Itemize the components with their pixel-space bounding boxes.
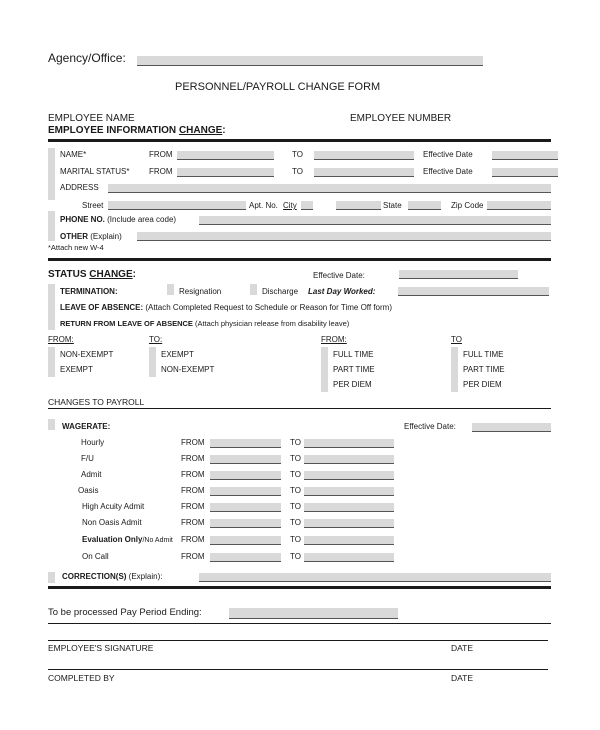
to-label: TO bbox=[290, 518, 301, 527]
correction-label: CORRECTION(S) (Explain): bbox=[62, 572, 163, 581]
employee-name-label: EMPLOYEE NAME bbox=[48, 113, 135, 124]
from-label: FROM bbox=[149, 150, 173, 159]
to-label: TO bbox=[292, 150, 303, 159]
completed-by-label: COMPLETED BY bbox=[48, 673, 115, 683]
marital-from-field[interactable] bbox=[177, 168, 274, 177]
hours-to-checkbox[interactable] bbox=[451, 347, 458, 392]
phone-checkbox[interactable] bbox=[48, 211, 55, 241]
full-time-to-label: FULL TIME bbox=[463, 350, 504, 359]
from-label: FROM bbox=[181, 454, 205, 463]
exempt-to-checkbox[interactable] bbox=[149, 347, 156, 377]
agency-field[interactable] bbox=[137, 56, 483, 66]
effective-date-label: Effective Date bbox=[423, 150, 473, 159]
oasis-from-field[interactable] bbox=[210, 487, 281, 496]
wagerate-effective-field[interactable] bbox=[472, 423, 551, 432]
wagerate-effective-label: Effective Date: bbox=[404, 422, 456, 431]
part-time-to-label: PART TIME bbox=[463, 365, 505, 374]
divider bbox=[48, 408, 551, 409]
divider bbox=[48, 139, 551, 142]
fu-label: F/U bbox=[81, 454, 94, 463]
per-diem-label: PER DIEM bbox=[333, 380, 372, 389]
high-acuity-to-field[interactable] bbox=[304, 503, 394, 512]
hourly-from-field[interactable] bbox=[210, 439, 281, 448]
termination-label: TERMINATION: bbox=[60, 287, 118, 296]
fu-to-field[interactable] bbox=[304, 455, 394, 464]
pay-period-label: To be processed Pay Period Ending: bbox=[48, 607, 202, 618]
state-label: State bbox=[383, 201, 402, 210]
exempt-from-checkbox[interactable] bbox=[48, 347, 55, 377]
marital-effective-date-field[interactable] bbox=[492, 168, 558, 177]
effective-date-label: Effective Date bbox=[423, 167, 473, 176]
from-label: FROM bbox=[181, 486, 205, 495]
from-label: FROM bbox=[181, 438, 205, 447]
to-label: TO bbox=[290, 486, 301, 495]
signature-label: EMPLOYEE'S SIGNATURE bbox=[48, 643, 154, 653]
admit-to-field[interactable] bbox=[304, 471, 394, 480]
name-label: NAME* bbox=[60, 150, 87, 159]
to-label: TO bbox=[290, 552, 301, 561]
status-from2-label: FROM: bbox=[321, 335, 347, 344]
info-heading: EMPLOYEE INFORMATION CHANGE: bbox=[48, 125, 226, 136]
from-label: FROM bbox=[181, 552, 205, 561]
to-label: TO bbox=[292, 167, 303, 176]
street-label: Street bbox=[82, 201, 104, 210]
wagerate-label: WAGERATE: bbox=[62, 422, 111, 431]
to-label: TO bbox=[290, 438, 301, 447]
name-effective-date-field[interactable] bbox=[492, 151, 558, 160]
state-field[interactable] bbox=[408, 201, 441, 210]
to-label: TO bbox=[290, 470, 301, 479]
per-diem-to-label: PER DIEM bbox=[463, 380, 502, 389]
status-effective-date-label: Effective Date: bbox=[313, 271, 365, 280]
phone-label: PHONE NO. (Include area code) bbox=[60, 215, 177, 224]
payroll-heading: CHANGES TO PAYROLL bbox=[48, 397, 145, 407]
discharge-checkbox[interactable] bbox=[250, 284, 257, 295]
other-label: OTHER (Explain) bbox=[60, 232, 122, 241]
fu-from-field[interactable] bbox=[210, 455, 281, 464]
zip-field[interactable] bbox=[487, 201, 551, 210]
marital-to-field[interactable] bbox=[314, 168, 414, 177]
from-label: FROM bbox=[181, 518, 205, 527]
loa-label: LEAVE OF ABSENCE: (Attach Completed Request to Schedule or Reason for Time Off form) bbox=[60, 303, 392, 312]
last-day-field[interactable] bbox=[398, 287, 549, 296]
divider bbox=[48, 586, 551, 589]
info-checkbox-column[interactable] bbox=[48, 148, 55, 200]
to-label: TO bbox=[290, 502, 301, 511]
non-oasis-from-field[interactable] bbox=[210, 519, 281, 528]
discharge-label: Discharge bbox=[262, 287, 299, 296]
hours-from-checkbox[interactable] bbox=[321, 347, 328, 392]
phone-field[interactable] bbox=[199, 216, 551, 225]
admit-from-field[interactable] bbox=[210, 471, 281, 480]
pay-period-field[interactable] bbox=[229, 608, 398, 619]
non-oasis-to-field[interactable] bbox=[304, 519, 394, 528]
evaluation-only-label: Evaluation Only/No Admit bbox=[82, 535, 173, 544]
zip-label: Zip Code bbox=[451, 201, 484, 210]
attach-w4-note: *Attach new W-4 bbox=[48, 243, 104, 252]
city-label: City bbox=[283, 201, 297, 210]
part-time-label: PART TIME bbox=[333, 365, 375, 374]
wagerate-checkbox[interactable] bbox=[48, 419, 55, 430]
resignation-label: Resignation bbox=[179, 287, 222, 296]
exempt-label: EXEMPT bbox=[60, 365, 93, 374]
oasis-to-field[interactable] bbox=[304, 487, 394, 496]
from-label: FROM bbox=[181, 470, 205, 479]
from-label: FROM bbox=[181, 502, 205, 511]
form-title: PERSONNEL/PAYROLL CHANGE FORM bbox=[175, 81, 381, 93]
full-time-label: FULL TIME bbox=[333, 350, 374, 359]
status-effective-date-field[interactable] bbox=[399, 270, 518, 279]
oasis-label: Oasis bbox=[78, 486, 99, 495]
return-label: RETURN FROM LEAVE OF ABSENCE (Attach physician release from disability leave) bbox=[60, 319, 350, 328]
signature-line[interactable] bbox=[48, 640, 548, 641]
city-field[interactable] bbox=[336, 201, 381, 210]
status-to-label: TO: bbox=[149, 335, 163, 344]
status-heading: STATUS CHANGE: bbox=[48, 269, 136, 280]
to-label: TO bbox=[290, 535, 301, 544]
marital-status-label: MARITAL STATUS* bbox=[60, 167, 130, 176]
correction-field[interactable] bbox=[199, 573, 551, 582]
admit-label: Admit bbox=[81, 470, 102, 479]
employee-number-label: EMPLOYEE NUMBER bbox=[350, 113, 452, 124]
hourly-label: Hourly bbox=[81, 438, 105, 447]
status-from-label: FROM: bbox=[48, 335, 74, 344]
status-to2-label: TO bbox=[451, 335, 462, 344]
address-field[interactable] bbox=[108, 184, 551, 193]
high-acuity-from-field[interactable] bbox=[210, 503, 281, 512]
evaluation-to-field[interactable] bbox=[304, 536, 394, 545]
from-label: FROM bbox=[149, 167, 173, 176]
non-exempt-to-label: NON-EXEMPT bbox=[161, 365, 215, 374]
street-field[interactable] bbox=[108, 201, 246, 210]
date-label: DATE bbox=[451, 643, 474, 653]
divider bbox=[48, 623, 551, 624]
to-label: TO bbox=[290, 454, 301, 463]
hourly-to-field[interactable] bbox=[304, 439, 394, 448]
agency-label: Agency/Office: bbox=[48, 51, 126, 65]
date-label: DATE bbox=[451, 673, 474, 683]
other-field[interactable] bbox=[137, 232, 551, 241]
correction-checkbox[interactable] bbox=[48, 572, 55, 583]
on-call-label: On Call bbox=[82, 552, 109, 561]
resignation-checkbox[interactable] bbox=[167, 284, 174, 295]
evaluation-from-field[interactable] bbox=[210, 536, 281, 545]
apt-label: Apt. No. bbox=[249, 201, 278, 210]
apt-city-field[interactable] bbox=[301, 201, 313, 210]
exempt-to-label: EXEMPT bbox=[161, 350, 194, 359]
on-call-to-field[interactable] bbox=[304, 553, 394, 562]
completed-by-line[interactable] bbox=[48, 669, 548, 670]
last-day-label: Last Day Worked: bbox=[308, 287, 376, 296]
non-exempt-label: NON-EXEMPT bbox=[60, 350, 114, 359]
divider bbox=[48, 258, 551, 261]
status-checkbox-column[interactable] bbox=[48, 284, 55, 330]
non-oasis-label: Non Oasis Admit bbox=[82, 518, 142, 527]
high-acuity-label: High Acuity Admit bbox=[82, 502, 145, 511]
name-from-field[interactable] bbox=[177, 151, 274, 160]
from-label: FROM bbox=[181, 535, 205, 544]
name-to-field[interactable] bbox=[314, 151, 414, 160]
on-call-from-field[interactable] bbox=[210, 553, 281, 562]
address-label: ADDRESS bbox=[60, 183, 99, 192]
